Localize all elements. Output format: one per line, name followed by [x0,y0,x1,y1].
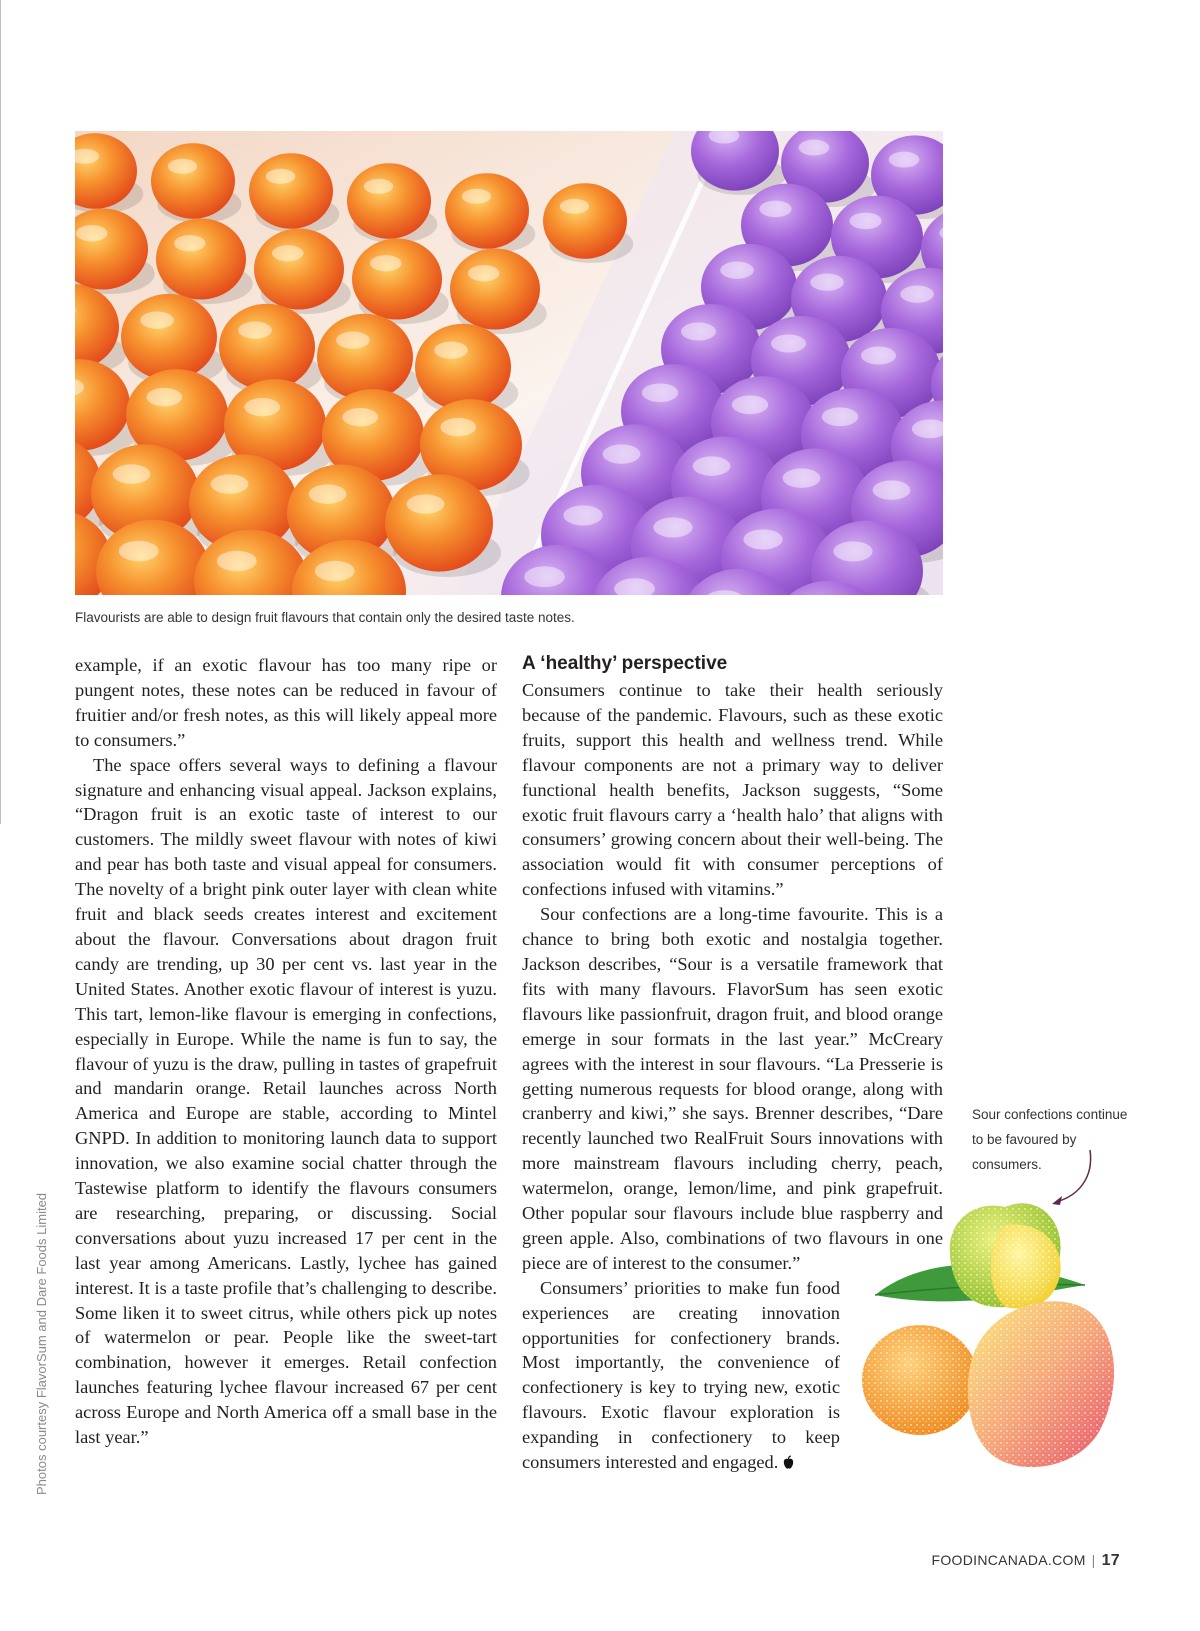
paragraph: The space offers several ways to defining a flavour signature and enhancing visual appeal. Jackson explains, “Dragon fruit is an exotic taste of interest to our customers. The mildly sweet flavour with notes of kiwi and pear has both taste and visual appeal for consumers. The novelty of a bright pink outer layer with clean white fruit and black seeds creates interest and excitement about the flavour. Conversations about dragon fruit candy are trending, up 30 per cent vs. last year in the United States. Another exotic flavour of interest is yuzu. This tart, lemon-like flavour is emerging in confections, especially in Europe. While the name is fun to say, the flavour of yuzu is the draw, pulling in tastes of grapefruit and mandarin orange. Retail launches across North America and Europe are stable, according to Mintel GNPD. In addition to monitoring launch data to support innovation, we also examine social chatter through the Tastewise platform to identify the flavours consumers are researching, preparing, or discussing. Social conversations about yuzu increased 17 per cent in the last year among Americans. Lastly, lychee has gained interest. It is a taste profile that’s challenging to describe. Some liken it to sweet citrus, while others pick up notes of watermelon or pear. People like the sweet-tart combination, however it emerges. Retail confection launches featuring lychee flavour increased 67 per cent across Europe and North America off a small base in the last year.” [75,754,497,1448]
photo-caption: Flavourists are able to design fruit flavours that contain only the desired taste notes. [75,610,575,625]
article-column-1 [75,653,497,1450]
photo-credit: Photos courtesy FlavorSum and Dare Foods Limited [34,1192,49,1495]
candy-photo [75,131,943,595]
paragraph: example, if an exotic flavour has too many ripe or pungent notes, these notes can be reduced in favour of fruitier and/or fresh notes, as this will likely appeal more to consumers.” [75,655,497,750]
closing-paragraph [522,1276,840,1475]
sour-gummies-illustration [855,1195,1155,1485]
left-margin-rule [0,0,1,824]
section-heading: A ‘healthy’ perspective [522,653,728,674]
paragraph-text: Consumers’ priorities to make fun food experiences are creating innovation opportunities for confectionery brands. Most importantly, the convenience of confectionery is key to trying new, exotic flavours. Exotic flavour exploration is expanding in confectionery to keep consumers interested and engaged. [522,1277,840,1473]
paragraph: Sour confections are a long-time favourite. This is a chance to bring both exotic and nostalgia together. Jackson describes, “Sour is a versatile framework that fits with many flavours. FlavorSum has seen exotic flavours like passionfruit, dragon fruit, and blood orange emerge in sour formats in the last year.” McCreary agrees with the interest in sour flavours. “La Presserie is getting numerous requests for blood orange, along with cranberry and kiwi,” she says. Brenner describes, “Dare recently launched two RealFruit Sours innovations with more mainstream flavours including cherry, peach, watermelon, orange, lemon/lime, and pink grapefruit. Other popular sour flavours include blue raspberry and green apple. Also, combinations of two flavours in one piece are of interest to the consumer.” [522,904,943,1273]
footer-separator: | [1091,1552,1096,1568]
apple-end-mark-icon [781,1455,796,1470]
page-number: 17 [1101,1552,1120,1569]
gummy-caption: Sour confections continue to be favoured by consumers. [972,1107,1128,1172]
page-footer [932,1552,1120,1570]
paragraph: Consumers continue to take their health seriously because of the pandemic. Flavours, such as these exotic fruits, support this health and wellness trend. While flavour components are not a primary way to deliver functional health benefits, Jackson suggests, “Some exotic fruit flavours carry a ‘health halo’ that aligns with consumers’ growing concern about their well-being. The association would fit with consumer perceptions of confections infused with vitamins.” [522,680,943,900]
footer-site: FOODINCANADA.COM [931,1552,1086,1568]
